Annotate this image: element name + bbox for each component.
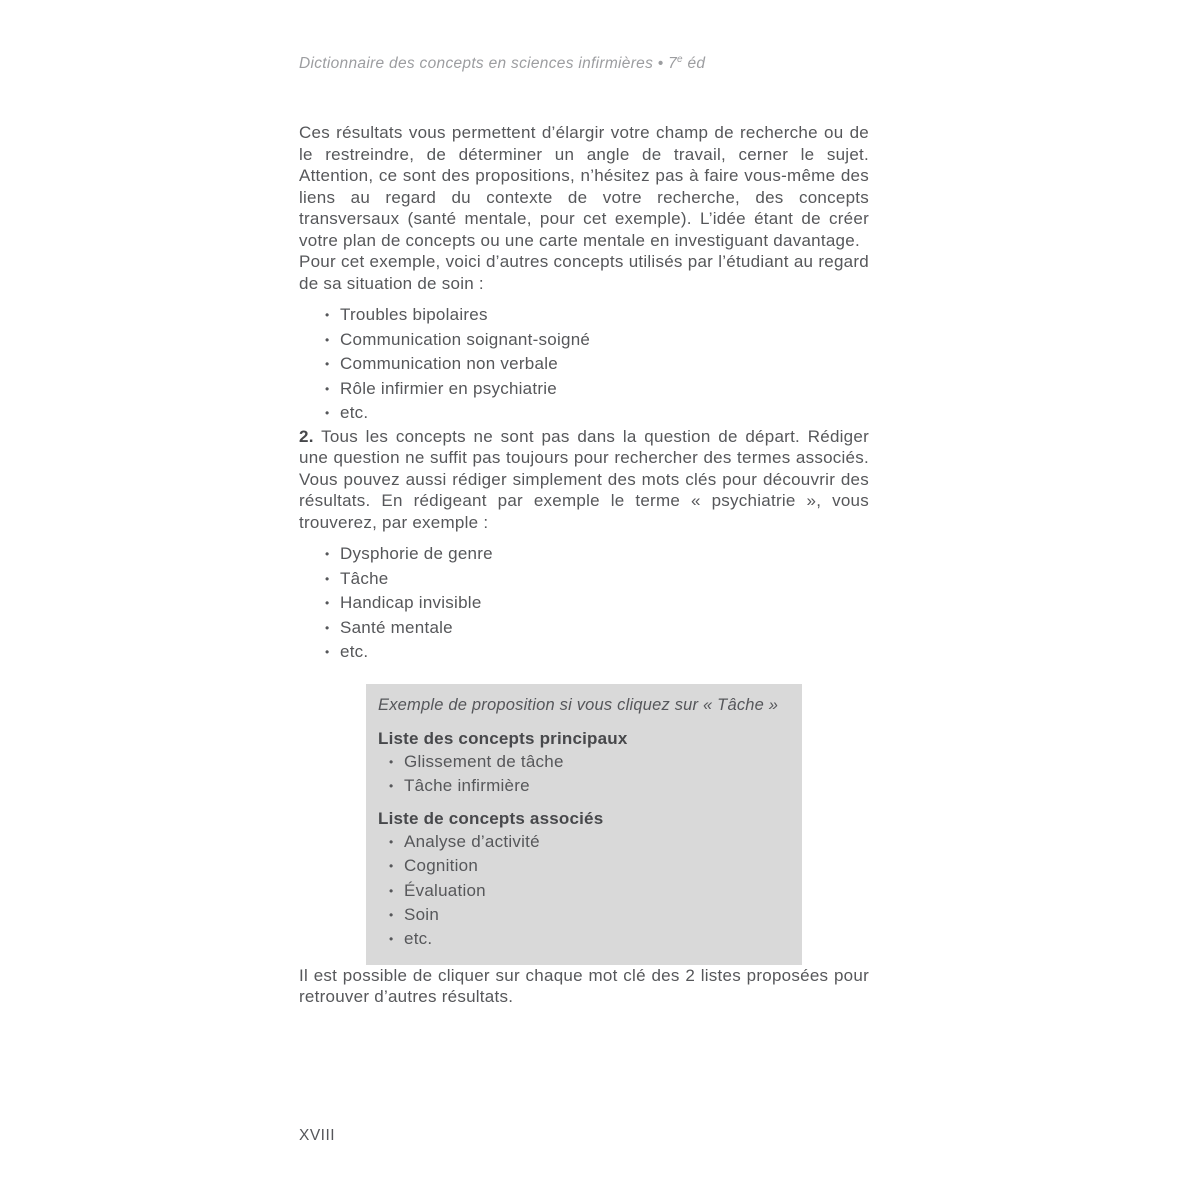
list-item: • Communication soignant-soigné (299, 328, 869, 353)
associated-concepts-heading: Liste de concepts associés (378, 809, 604, 829)
student-concepts-list (299, 303, 869, 426)
running-title-text: Dictionnaire des concepts en sciences infirmières • 7 (299, 55, 677, 72)
list-item: • Cognition (378, 854, 790, 878)
list-item: • Soin (378, 903, 790, 927)
running-title-suffix: éd (682, 55, 706, 72)
list-item: • Troubles bipolaires (299, 303, 869, 328)
running-header (299, 55, 705, 73)
list-item: • etc. (299, 401, 869, 426)
list-item: • Analyse d’activité (378, 830, 790, 854)
list-item: • Dysphorie de genre (299, 542, 869, 567)
paragraph-example-intro: Pour cet exemple, voici d’autres concepts utilisés par l’étudiant au regard de sa situation de soin : (299, 252, 869, 293)
example-box (366, 684, 802, 965)
point-2-text: Tous les concepts ne sont pas dans la question de départ. Rédiger une question ne suffit pas toujours pour rechercher des termes associés. Vous pouvez aussi rédiger simplement des mots clés pour découvrir des résultats. En rédigeant par exemple le terme « psychiatrie », vous trouverez, par exemple : (299, 426, 869, 532)
list-item: • Handicap invisible (299, 591, 869, 616)
main-concepts-heading: Liste des concepts principaux (378, 728, 628, 748)
list-item: • Santé mentale (299, 616, 869, 641)
list-item: • Glissement de tâche (378, 750, 790, 774)
list-item: • etc. (378, 927, 790, 951)
paragraph-results: Ces résultats vous permettent d’élargir votre champ de recherche ou de le restreindre, de déterminer un angle de travail, cerner le sujet. Attention, ce sont des propositions, n’hésitez pas à faire vous-même des liens au regard du contexte de votre recherche, des concepts transversaux (santé mentale, pour cet exemple). L’idée étant de créer votre plan de concepts ou une carte mentale en investiguant davantage. (299, 123, 869, 250)
psychiatrie-terms-list (299, 542, 869, 665)
paragraph-point-2 (299, 426, 869, 534)
associated-concepts-list (378, 830, 790, 951)
running-title-superscript: e (677, 53, 683, 65)
example-box-title: Exemple de proposition si vous cliquez sur « Tâche » (378, 695, 779, 714)
list-item: • Rôle infirmier en psychiatrie (299, 377, 869, 402)
list-item: • Évaluation (378, 879, 790, 903)
page-content (299, 122, 869, 1008)
list-item: • Tâche infirmière (378, 774, 790, 798)
page-number: XVIII (299, 1127, 336, 1144)
main-concepts-list (378, 750, 790, 799)
paragraph-click-note: Il est possible de cliquer sur chaque mot clé des 2 listes proposées pour retrouver d’autres résultats. (299, 965, 869, 1007)
list-item: • Communication non verbale (299, 352, 869, 377)
list-item: • etc. (299, 640, 869, 665)
point-number: 2. (299, 426, 314, 446)
list-item: • Tâche (299, 567, 869, 592)
